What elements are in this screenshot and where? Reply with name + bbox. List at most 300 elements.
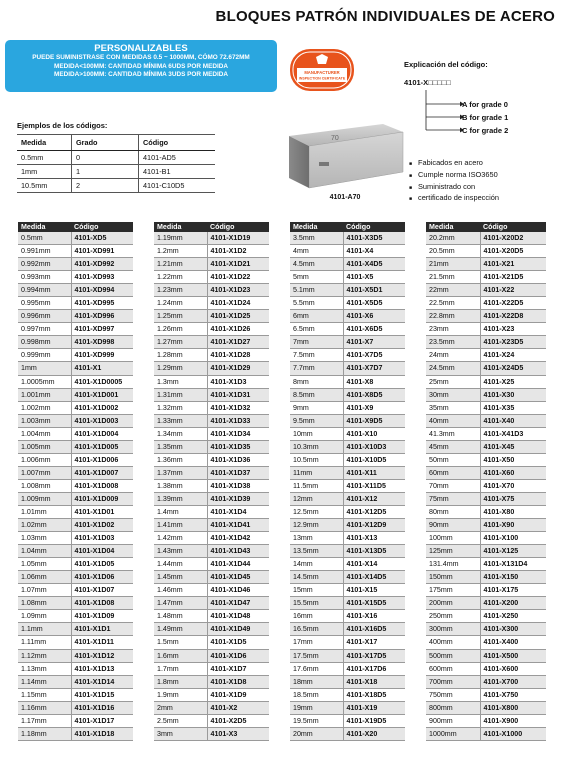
size-cell: 90mm [426,519,480,532]
table-row [154,336,269,349]
table-row [18,245,133,258]
table-row [426,245,546,258]
code-cell: 4101-X1D12 [71,649,133,662]
size-cell: 3mm [154,727,207,740]
size-cell: 400mm [426,636,480,649]
table-row [154,453,269,466]
table-row [426,284,546,297]
size-cell: 35mm [426,401,480,414]
table-row [154,297,269,310]
table-row [426,232,546,245]
table-row [154,271,269,284]
size-cell: 18.5mm [290,688,343,701]
code-cell: 4101-X1D42 [207,532,269,545]
size-cell: 1.37mm [154,466,207,479]
examples-title: Ejemplos de los códigos: [17,121,108,130]
code-cell: 4101-X12D9 [343,519,405,532]
code-cell: 4101-X7 [343,336,405,349]
code-header: Código [343,222,405,232]
code-cell: 4101-X1D03 [71,532,133,545]
code-cell: 4101-X17D5 [343,649,405,662]
table-row [290,271,405,284]
code-cell: 4101-XD992 [71,258,133,271]
size-cell: 9mm [290,401,343,414]
page-title: BLOQUES PATRÓN INDIVIDUALES DE ACERO [215,8,555,25]
table-row [18,532,133,545]
size-cell: 800mm [426,701,480,714]
code-cell: 4101-X1D04 [71,545,133,558]
code-cell: 4101-X1D49 [207,623,269,636]
size-cell: 1.005mm [18,440,71,453]
size-cell: 900mm [426,714,480,727]
code-cell: 4101-X1D11 [71,636,133,649]
table-row [18,701,133,714]
code-cell: 4101-X1 [71,362,133,375]
feature-item: ■ Suministrado con [418,182,475,192]
code-header: Código [207,222,269,232]
table-row [154,440,269,453]
code-cell: 4101-X5D1 [343,284,405,297]
table-row [18,427,133,440]
size-cell: 1.46mm [154,584,207,597]
size-cell: 1.42mm [154,532,207,545]
table-row [290,662,405,675]
size-cell: 21.5mm [426,271,480,284]
size-cell: 1.06mm [18,571,71,584]
table-row [290,584,405,597]
table-row [290,558,405,571]
table-row [426,271,546,284]
table-row [18,688,133,701]
code-cell: 4101-XD999 [71,349,133,362]
examples-header: Código [139,135,216,151]
size-cell: 1.09mm [18,610,71,623]
code-cell: 4101-X1D002 [71,401,133,414]
size-cell: 7.5mm [290,349,343,362]
size-cell: 1.12mm [18,649,71,662]
code-cell: 4101-X1D2 [207,245,269,258]
table-row [18,505,133,518]
size-cell: 41.3mm [426,427,480,440]
table-row [290,597,405,610]
table-row [426,505,546,518]
code-cell: 4101-X1D7 [207,662,269,675]
table-row [290,297,405,310]
code-cell: 4101-X23D5 [480,336,546,349]
table-row [290,466,405,479]
table-row [290,427,405,440]
table-row [154,401,269,414]
code-cell: 4101-X21 [480,258,546,271]
size-cell: 1.45mm [154,571,207,584]
code-cell: 4101-X45 [480,440,546,453]
code-cell: 4101-X1D31 [207,388,269,401]
code-cell: 4101-X13 [343,532,405,545]
table-row [426,362,546,375]
banner-heading: PERSONALIZABLES [94,43,188,54]
table-row [154,519,269,532]
table-row [426,323,546,336]
table-row [18,375,133,388]
code-cell: 4101-X40 [480,414,546,427]
table-row [426,571,546,584]
table-row [426,297,546,310]
table-row [154,427,269,440]
code-cell: 4101-X20D2 [480,232,546,245]
table-row [290,362,405,375]
code-cell: 4101-X13D5 [343,545,405,558]
table-row [154,584,269,597]
table-row [18,492,133,505]
table-row [18,466,133,479]
size-cell: 22mm [426,284,480,297]
size-cell: 1.6mm [154,649,207,662]
code-cell: 4101-X750 [480,688,546,701]
size-cell: 1.11mm [18,636,71,649]
code-cell: 4101-X1D25 [207,310,269,323]
code-cell: 4101-X1D004 [71,427,133,440]
code-cell: 4101-X17D6 [343,662,405,675]
table-row [290,571,405,584]
table-row [426,388,546,401]
code-cell: 4101-X14D5 [343,571,405,584]
size-cell: 2mm [154,701,207,714]
size-cell: 15mm [290,584,343,597]
size-cell: 19mm [290,701,343,714]
code-cell: 4101-X7D7 [343,362,405,375]
table-row [426,401,546,414]
table-row [290,388,405,401]
code-cell: 4101-X1D16 [71,701,133,714]
code-cell: 4101-X1D005 [71,440,133,453]
table-row [18,388,133,401]
size-cell: 11mm [290,466,343,479]
table-row [290,492,405,505]
explanation-title: Explicación del código: [404,60,488,69]
size-cell: 20.5mm [426,245,480,258]
code-cell: 4101-XD995 [71,297,133,310]
table-row [154,545,269,558]
size-cell: 1.08mm [18,597,71,610]
size-cell: 4.5mm [290,258,343,271]
code-cell: 4101-X1D23 [207,284,269,297]
table-row [18,232,133,245]
size-table-3 [290,222,405,741]
table-row [18,519,133,532]
example-code: 4101-B1 [139,165,216,179]
table-row [290,636,405,649]
code-cell: 4101-X1D29 [207,362,269,375]
size-cell: 1.006mm [18,453,71,466]
table-row [154,414,269,427]
size-cell: 1.14mm [18,675,71,688]
table-row [18,297,133,310]
code-cell: 4101-X15 [343,584,405,597]
code-cell: 4101-X16 [343,610,405,623]
code-cell: 4101-X1D32 [207,401,269,414]
code-cell: 4101-X15D5 [343,597,405,610]
size-cell: 1.39mm [154,492,207,505]
size-cell: 1.9mm [154,688,207,701]
size-cell: 16mm [290,610,343,623]
size-cell: 1.24mm [154,297,207,310]
table-row [18,714,133,727]
table-row [426,675,546,688]
size-cell: 1.03mm [18,532,71,545]
size-cell: 25mm [426,375,480,388]
size-cell: 80mm [426,505,480,518]
code-cell: 4101-X10D5 [343,453,405,466]
size-cell: 1.34mm [154,427,207,440]
table-row [18,649,133,662]
code-cell: 4101-X1D07 [71,584,133,597]
table-row [290,505,405,518]
size-cell: 1.001mm [18,388,71,401]
table-row [290,545,405,558]
table-row [290,284,405,297]
size-cell: 11.5mm [290,479,343,492]
size-cell: 1.07mm [18,584,71,597]
table-row [154,636,269,649]
badge-line2: INSPECTION CERTIFICATE [298,76,346,81]
table-row [290,688,405,701]
table-row [154,649,269,662]
code-cell: 4101-X1D14 [71,675,133,688]
table-row [426,597,546,610]
table-row [154,688,269,701]
code-cell: 4101-X1D19 [207,232,269,245]
table-row [18,636,133,649]
code-cell: 4101-X20D5 [480,245,546,258]
size-cell: 16.5mm [290,623,343,636]
code-cell: 4101-XD5 [71,232,133,245]
table-row [426,453,546,466]
code-cell: 4101-X6D5 [343,323,405,336]
size-cell: 1.28mm [154,349,207,362]
size-cell: 131.4mm [426,558,480,571]
code-cell: 4101-XD998 [71,336,133,349]
size-cell: 1.008mm [18,479,71,492]
table-row [426,545,546,558]
size-cell: 200mm [426,597,480,610]
code-cell: 4101-X60 [480,466,546,479]
code-cell: 4101-X100 [480,532,546,545]
code-cell: 4101-X1D43 [207,545,269,558]
code-cell: 4101-X19D5 [343,714,405,727]
code-cell: 4101-X1D45 [207,571,269,584]
code-cell: 4101-X11 [343,466,405,479]
code-cell: 4101-X1D01 [71,505,133,518]
table-row [154,727,269,740]
size-cell: 0.998mm [18,336,71,349]
code-header: Código [480,222,546,232]
size-cell: 100mm [426,532,480,545]
size-cell: 1.8mm [154,675,207,688]
size-cell: 10mm [290,427,343,440]
table-row [154,662,269,675]
size-cell: 20mm [290,727,343,740]
grade-b: B for grade 1 [462,113,509,122]
code-cell: 4101-X2D5 [207,714,269,727]
size-table-4 [426,222,546,741]
table-row [154,558,269,571]
table-row [290,453,405,466]
table-row [290,714,405,727]
size-cell: 1.32mm [154,401,207,414]
code-cell: 4101-X1D17 [71,714,133,727]
code-cell: 4101-X35 [480,401,546,414]
table-row [426,466,546,479]
table-row [290,675,405,688]
size-cell: 0.997mm [18,323,71,336]
table-row [18,623,133,636]
code-cell: 4101-X700 [480,675,546,688]
code-cell: 4101-X1D22 [207,271,269,284]
size-cell: 12.9mm [290,519,343,532]
code-cell: 4101-X1D001 [71,388,133,401]
table-row [154,675,269,688]
size-cell: 17.5mm [290,649,343,662]
size-cell: 1000mm [426,727,480,740]
size-cell: 5.5mm [290,297,343,310]
table-row [290,375,405,388]
table-row [426,558,546,571]
table-row [426,610,546,623]
code-cell: 4101-X24 [480,349,546,362]
size-cell: 1.004mm [18,427,71,440]
table-row [426,623,546,636]
table-row [426,727,546,740]
table-row [18,571,133,584]
size-cell: 1.04mm [18,545,71,558]
table-row [154,349,269,362]
code-cell: 4101-X131D4 [480,558,546,571]
code-cell: 4101-X1D1 [71,623,133,636]
feature-item: ■ Fabicados en acero [418,158,483,168]
table-row [290,336,405,349]
code-cell: 4101-X7D5 [343,349,405,362]
size-cell: 21mm [426,258,480,271]
table-row [154,505,269,518]
code-cell: 4101-X1D34 [207,427,269,440]
size-cell: 1.35mm [154,440,207,453]
size-cell: 24mm [426,349,480,362]
code-cell: 4101-X125 [480,545,546,558]
size-cell: 75mm [426,492,480,505]
size-cell: 1.1mm [18,623,71,636]
table-row [154,232,269,245]
table-row [426,375,546,388]
table-row [154,610,269,623]
example-grade: 1 [72,165,139,179]
table-row [18,597,133,610]
table-row [18,545,133,558]
size-cell: 19.5mm [290,714,343,727]
size-cell: 14mm [290,558,343,571]
code-cell: 4101-X1D21 [207,258,269,271]
size-cell: 4mm [290,245,343,258]
code-cell: 4101-XD993 [71,271,133,284]
table-row [290,349,405,362]
size-cell: 1.05mm [18,558,71,571]
size-cell: 17mm [290,636,343,649]
code-cell: 4101-X8 [343,375,405,388]
code-cell: 4101-X1D37 [207,466,269,479]
code-cell: 4101-X400 [480,636,546,649]
code-cell: 4101-X250 [480,610,546,623]
table-row [426,584,546,597]
size-cell: 23.5mm [426,336,480,349]
table-row [18,453,133,466]
code-cell: 4101-X23 [480,323,546,336]
table-row [18,284,133,297]
code-cell: 4101-X24D5 [480,362,546,375]
code-cell: 4101-X20 [343,727,405,740]
code-cell: 4101-X1D5 [207,636,269,649]
table-row [426,440,546,453]
size-cell: 8.5mm [290,388,343,401]
code-cell: 4101-X9D5 [343,414,405,427]
code-cell: 4101-X41D3 [480,427,546,440]
size-cell: 1.41mm [154,519,207,532]
size-table-1 [18,222,133,741]
size-cell: 5mm [290,271,343,284]
code-cell: 4101-X18 [343,675,405,688]
code-cell: 4101-X200 [480,597,546,610]
size-cell: 1.31mm [154,388,207,401]
table-row [18,271,133,284]
size-cell: 0.995mm [18,297,71,310]
size-cell: 1.29mm [154,362,207,375]
size-cell: 1.21mm [154,258,207,271]
size-cell: 2.5mm [154,714,207,727]
size-cell: 6.5mm [290,323,343,336]
size-cell: 1.002mm [18,401,71,414]
table-row [426,519,546,532]
size-cell: 600mm [426,662,480,675]
code-cell: 4101-X11D5 [343,479,405,492]
size-cell: 40mm [426,414,480,427]
table-row [18,727,133,740]
size-cell: 1.01mm [18,505,71,518]
banner-line: PUEDE SUMINISTRASE CON MEDIDAS 0.5 ~ 1000MM, CÓMO 72.672MM [32,54,250,61]
size-cell: 0.996mm [18,310,71,323]
size-cell: 1.16mm [18,701,71,714]
size-cell: 7.7mm [290,362,343,375]
size-cell: 23mm [426,323,480,336]
table-row [426,310,546,323]
code-cell: 4101-X600 [480,662,546,675]
table-row [154,714,269,727]
size-cell: 175mm [426,584,480,597]
explanation-code: 4101-X□□□□□ [404,78,451,87]
table-row [154,532,269,545]
code-cell: 4101-X1D02 [71,519,133,532]
example-grade: 2 [72,179,139,193]
code-cell: 4101-X1D33 [207,414,269,427]
code-cell: 4101-X4 [343,245,405,258]
table-row [18,662,133,675]
code-cell: 4101-X22D8 [480,310,546,323]
size-cell: 10.5mm [290,453,343,466]
code-cell: 4101-X2 [207,701,269,714]
size-cell: 10.3mm [290,440,343,453]
code-cell: 4101-X3 [207,727,269,740]
size-cell: 1.0005mm [18,375,71,388]
table-row [290,232,405,245]
inspection-certificate-badge [289,48,355,92]
code-cell: 4101-X1D003 [71,414,133,427]
